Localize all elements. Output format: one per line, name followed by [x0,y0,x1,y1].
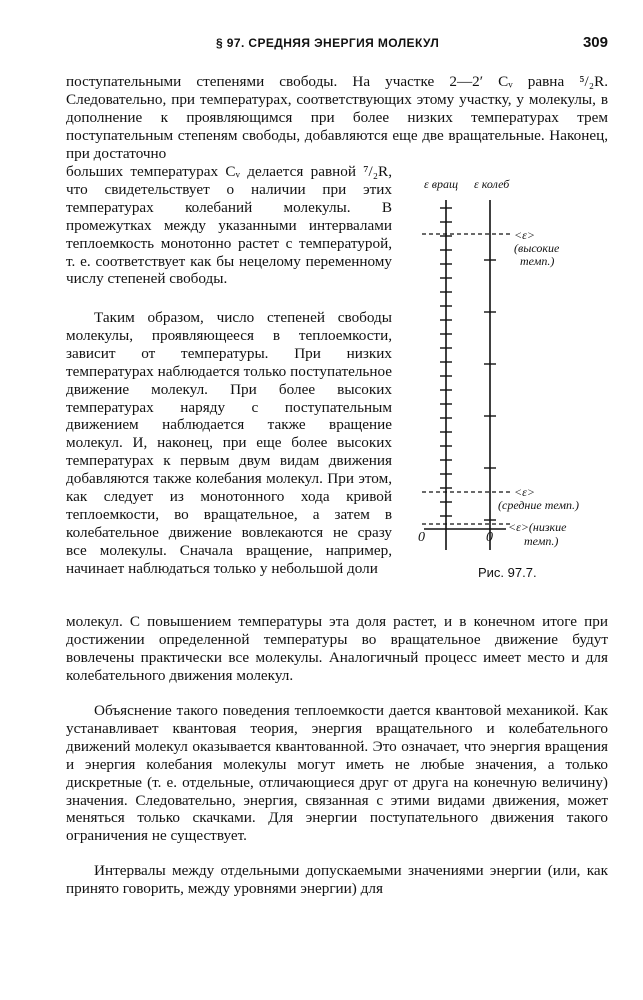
zero-label-left: 0 [418,530,425,545]
page-number: 309 [582,34,608,51]
label-low-temp-desc: темп.) [524,534,559,548]
label-low-temp: <ε>(низкие [508,520,567,534]
running-title: § 97. СРЕДНЯЯ ЭНЕРГИЯ МОЛЕКУЛ [216,36,440,50]
page-header [66,36,608,56]
label-mid-temp-symbol: <ε> [514,485,535,499]
zero-label-right: 0 [486,530,493,545]
paragraph-degrees-of-freedom: Таким образом, число степеней свободы молекулы, проявляющееся в теплоемкости, зависит от температуры. При низких температурах наблюдается только поступательное движение молекул. При более высоких температурах наряду с поступательным движением наблюдается также вращение молекул. И, наконец, при еще более высоких температурах к первым двум видам движения добавляются также колебания молекул. При этом, как следует из монотонного хода кривой теплоемкости, во вращательное, а затем в колебательное движение вовлекаются не сразу все молекулы. Сначала вращение, например, начинает наблюдаться только у небольшой доли [66,309,392,577]
paragraph-energy-intervals: Интервалы между отдельными допускаемыми значениями энергии (или, как принято говорить, между уровнями энергии) для [66,862,608,897]
label-mid-temp-desc: (средние темп.) [498,498,580,512]
figure-caption: Рис. 97.7. [478,565,537,580]
paragraph-continuation: поступательными степенями свободы. На участке 2—2′ Cᵥ равна ⁵/₂R. Следовательно, при температурах, соответствующих этому участку, у молекулы, в дополнение к проявляющимся при более низких температурах трем поступательным степеням свободы, добавляются еще две вращательные. Наконец, при достаточно [66,73,608,162]
axis-label-rotational: ε вращ [424,177,458,191]
paragraph-continuation-side: больших температурах Cᵥ делается равной ⁷/₂R, что свидетельствует о наличии при этих температурах колебаний молекулы. В промежутках между указанными интервалами теплоемкость монотонно растет с температурой, т. е. соответствует как бы нецелому переменному числу степеней свободы. [66,163,392,288]
label-high-temp-symbol: <ε> [514,228,535,242]
label-high-temp-desc2: темп.) [520,254,555,268]
axis-label-vibrational: ε колеб [474,177,510,191]
paragraph-quantum-explanation: Объяснение такого поведения теплоемкости дается квантовой механикой. Как устанавливает квантовая теория, энергия вращательного и колебательного движений молекул оказывается квантованной. Это означает, что энергия вращения и энергия колебания молекулы могут иметь не любые значения, а только дискретные (т. е. отдельные, отличающиеся друг от друга на конечную величину) значения. Следовательно, энергия, связанная с этими видами движения, может меняться только скачками. Для энергии поступательного движения такого ограничения не существует. [66,702,608,845]
paragraph-degrees-of-freedom-cont: молекул. С повышением температуры эта доля растет, и в конечном итоге при достижении определенной температуры во вращательное движение будут вовлечены практически все молекулы. Аналогичный процесс имеет место и для колебательного движения молекул. [66,613,608,684]
figure-energy-levels [410,178,610,588]
label-high-temp-desc: (высокие [514,241,560,255]
